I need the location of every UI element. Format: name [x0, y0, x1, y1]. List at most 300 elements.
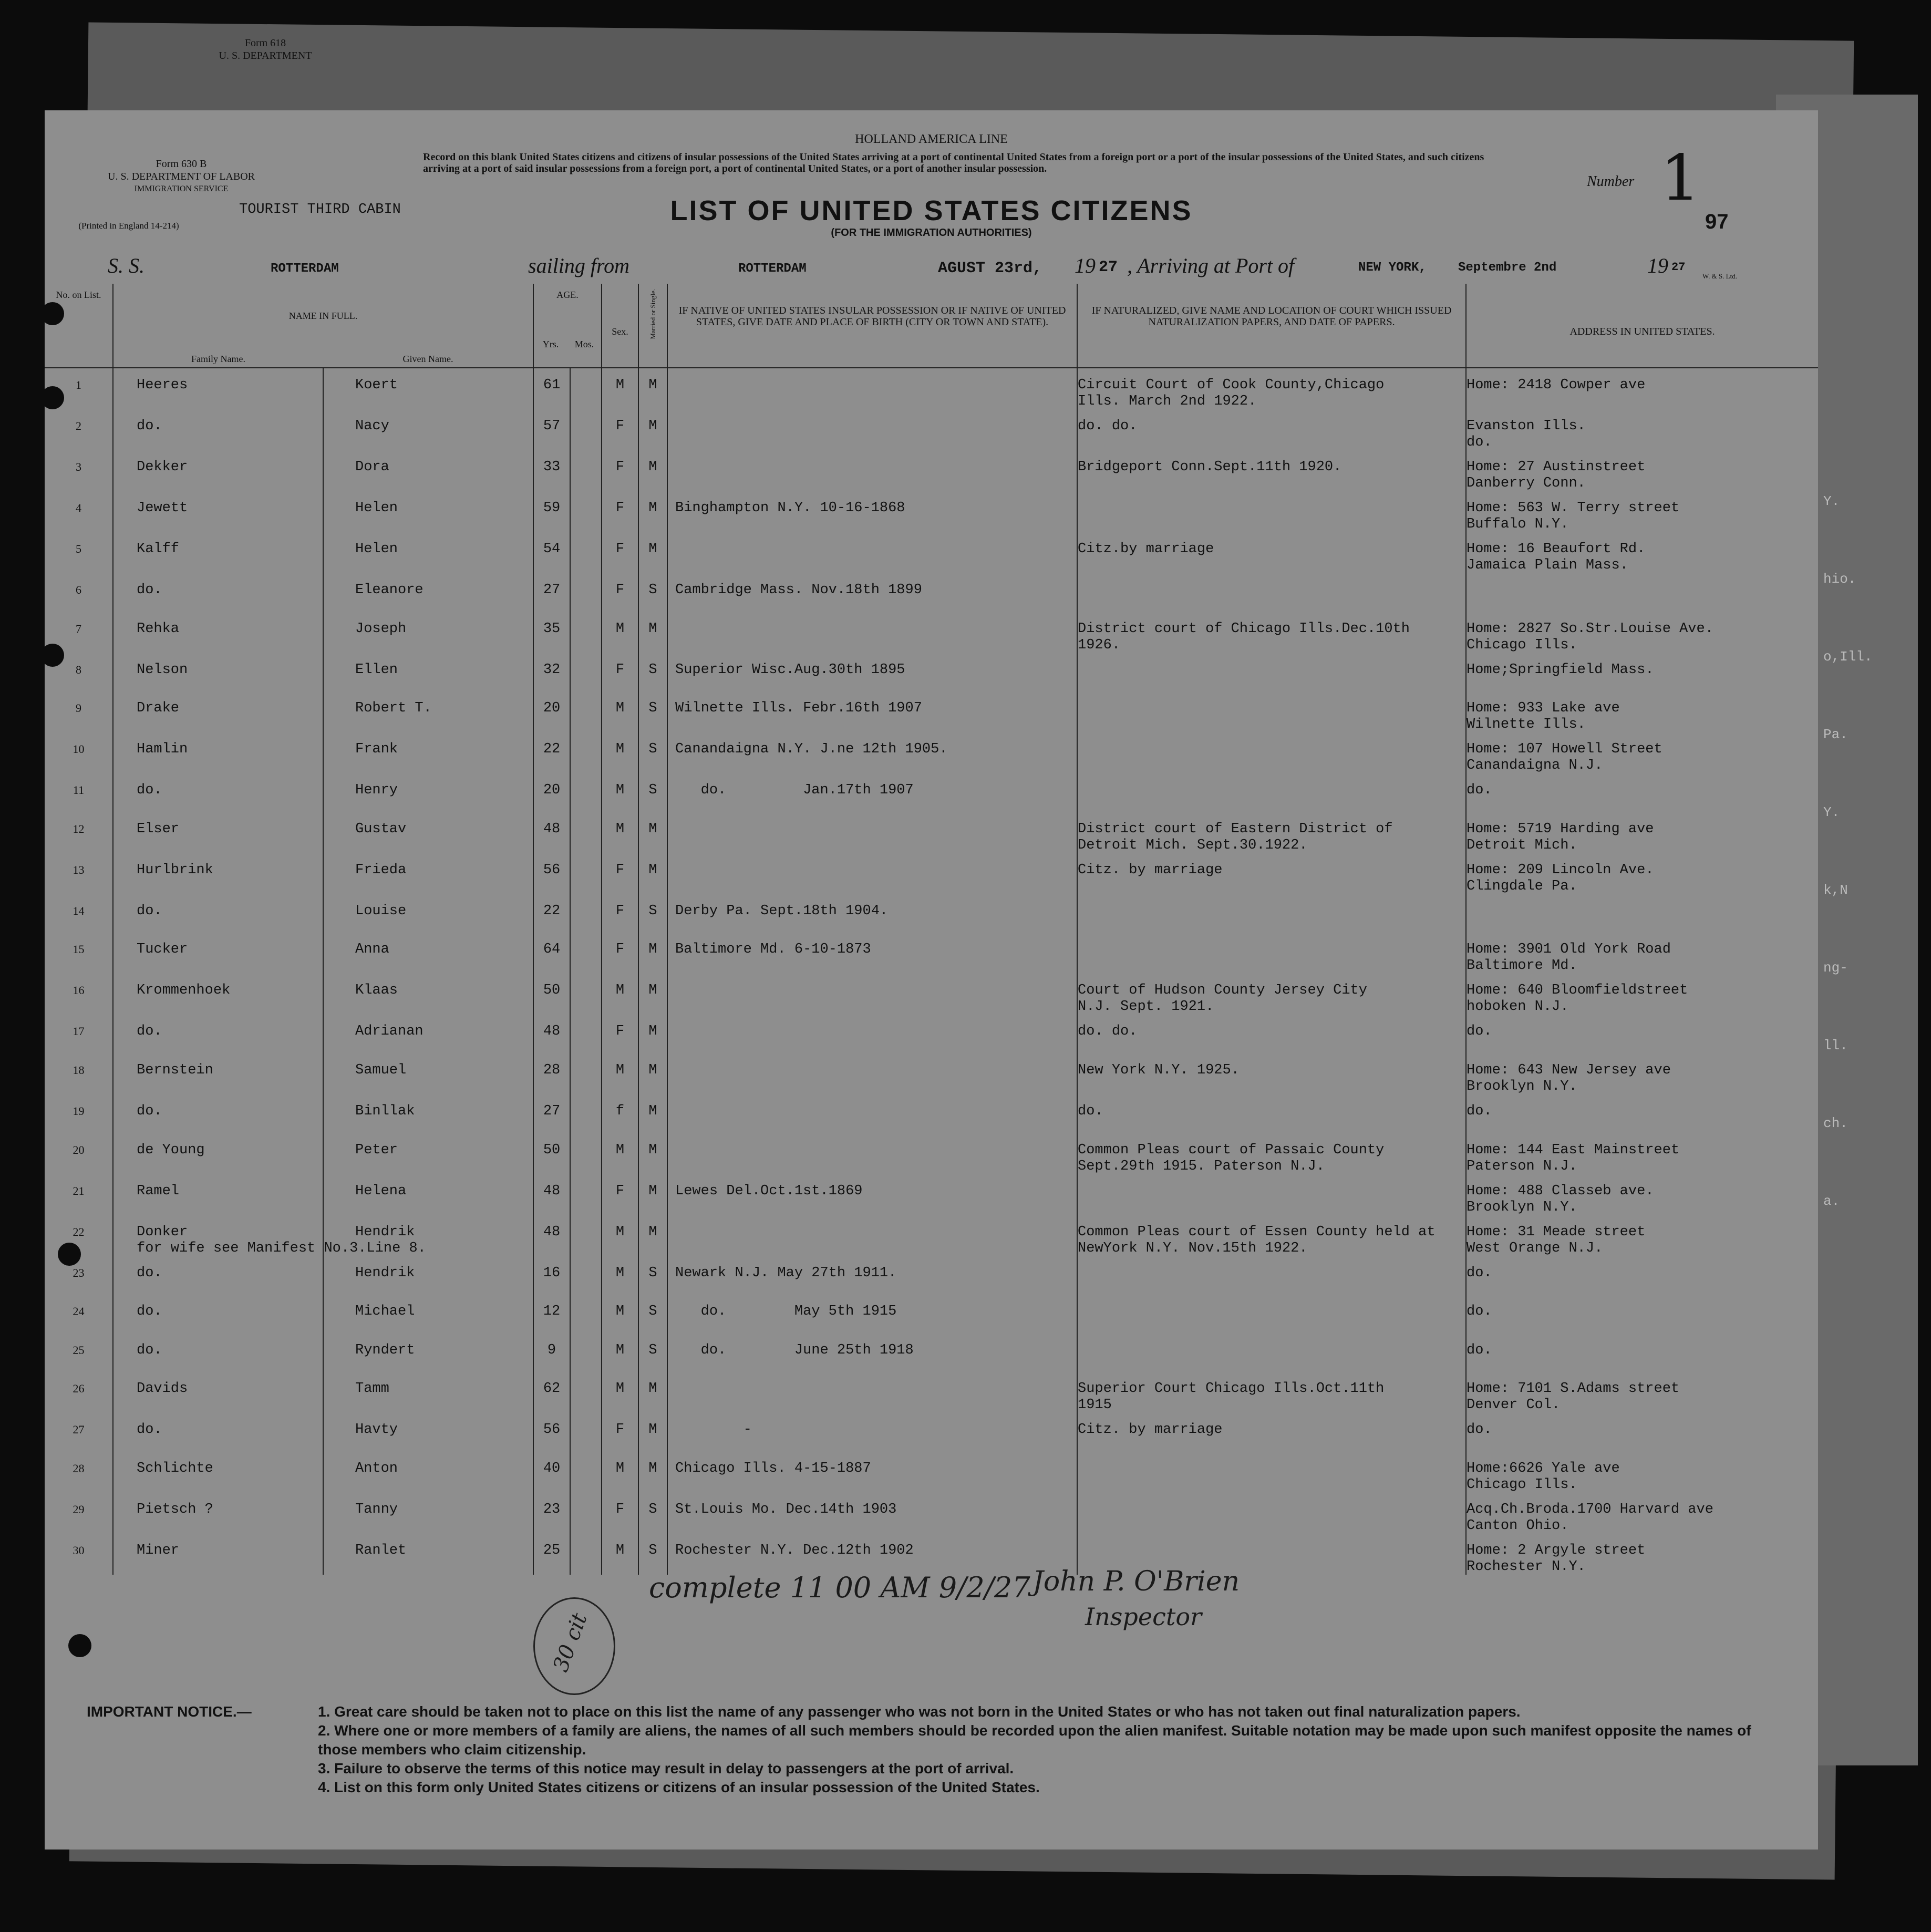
- age-years: 50: [533, 974, 570, 1015]
- sex: F: [602, 532, 638, 573]
- age-months: [570, 1094, 602, 1133]
- age-months: [570, 1334, 602, 1372]
- marital-status: M: [638, 1452, 667, 1493]
- punch-hole: [58, 1243, 81, 1266]
- printer-mark: W. & S. Ltd.: [1702, 272, 1737, 280]
- age-months: [570, 1174, 602, 1215]
- birth-place-date: [667, 368, 1077, 409]
- age-years: 22: [533, 894, 570, 933]
- us-address: Home: 16 Beaufort Rd. Jamaica Plain Mass.: [1466, 532, 1818, 573]
- naturalization: Bridgeport Conn.Sept.11th 1920.: [1077, 450, 1466, 491]
- row-number: 6: [76, 583, 81, 596]
- row-number: 23: [73, 1266, 85, 1279]
- given-name: Joseph: [323, 612, 533, 653]
- us-address: Home:6626 Yale ave Chicago Ills.: [1466, 1452, 1818, 1493]
- table-row: [45, 1094, 1818, 1133]
- marital-status: S: [638, 732, 667, 773]
- number-label: Number: [1587, 173, 1635, 190]
- sex: F: [602, 573, 638, 612]
- birth-place-date: Rochester N.Y. Dec.12th 1902: [667, 1534, 1077, 1575]
- row-number: 4: [76, 501, 81, 514]
- ss-label: S. S.: [108, 254, 144, 277]
- us-address: Home: 107 Howell Street Canandaigna N.J.: [1466, 732, 1818, 773]
- family-name: Kalff: [113, 532, 323, 573]
- us-address: do.: [1466, 773, 1818, 812]
- given-name: Peter: [323, 1133, 533, 1174]
- number-value: 1: [1660, 142, 1701, 215]
- table-row: [45, 409, 1818, 450]
- row-number: 19: [73, 1104, 85, 1118]
- age-months: [570, 1256, 602, 1295]
- circle-stamp: 30 cit: [533, 1597, 615, 1695]
- us-address: Home: 563 W. Terry street Buffalo N.Y.: [1466, 491, 1818, 532]
- margin-note: hio.: [1823, 571, 1856, 587]
- sex: M: [602, 1053, 638, 1094]
- col-no: No. on List.: [45, 284, 113, 368]
- naturalization: [1077, 773, 1466, 812]
- family-name: de Young: [113, 1133, 323, 1174]
- given-name: Eleanore: [323, 573, 533, 612]
- departure-year: 27: [1099, 259, 1118, 276]
- row-number: 26: [73, 1382, 85, 1396]
- table-row: [45, 1534, 1818, 1575]
- birth-place-date: [667, 532, 1077, 573]
- row-number: 15: [73, 943, 85, 956]
- age-months: [570, 933, 602, 974]
- us-address: Home: 643 New Jersey ave Brooklyn N.Y.: [1466, 1053, 1818, 1094]
- margin-note: Y.: [1823, 804, 1840, 820]
- naturalization: [1077, 653, 1466, 692]
- marital-status: M: [638, 1174, 667, 1215]
- marital-status: M: [638, 1133, 667, 1174]
- voyage-line: [45, 253, 1818, 280]
- margin-note: ch.: [1823, 1115, 1848, 1131]
- family-name: Donker for wife see Manifest No.3.Line 8.: [113, 1215, 323, 1256]
- row-number: 9: [76, 701, 81, 715]
- given-name: Adrianan: [323, 1015, 533, 1053]
- marital-status: M: [638, 1413, 667, 1452]
- naturalization: [1077, 491, 1466, 532]
- age-months: [570, 532, 602, 573]
- naturalization: [1077, 894, 1466, 933]
- family-name: do.: [113, 773, 323, 812]
- notice-item-1: 1. Great care should be taken not to place on this list the name of any passenger who was not born in the United States or who has not taken out final naturalization papers.: [318, 1703, 1521, 1720]
- table-row: [45, 1493, 1818, 1534]
- naturalization: Superior Court Chicago Ills.Oct.11th 1915: [1077, 1372, 1466, 1413]
- naturalization: [1077, 1295, 1466, 1334]
- family-name: Heeres: [113, 368, 323, 409]
- row-number: 7: [76, 622, 81, 635]
- age-years: 56: [533, 1413, 570, 1452]
- birth-place-date: [667, 1053, 1077, 1094]
- page-title: LIST OF UNITED STATES CITIZENS: [670, 195, 1193, 226]
- us-address: do.: [1466, 1094, 1818, 1133]
- age-years: 9: [533, 1334, 570, 1372]
- family-name: Bernstein: [113, 1053, 323, 1094]
- row-number: 17: [73, 1025, 85, 1038]
- marital-status: S: [638, 1534, 667, 1575]
- table-row: [45, 894, 1818, 933]
- naturalization: [1077, 1334, 1466, 1372]
- departure-date: AGUST 23rd,: [938, 260, 1042, 277]
- naturalization: New York N.Y. 1925.: [1077, 1053, 1466, 1094]
- sex: F: [602, 933, 638, 974]
- given-name: Binllak: [323, 1094, 533, 1133]
- marital-status: M: [638, 812, 667, 853]
- sex: M: [602, 974, 638, 1015]
- age-years: 48: [533, 1215, 570, 1256]
- family-name: Rehka: [113, 612, 323, 653]
- marital-status: S: [638, 1334, 667, 1372]
- marital-status: M: [638, 1215, 667, 1256]
- sex: M: [602, 1334, 638, 1372]
- birth-place-date: [667, 853, 1077, 894]
- margin-note: a.: [1823, 1193, 1840, 1209]
- table-row: [45, 1256, 1818, 1295]
- birth-place-date: Newark N.J. May 27th 1911.: [667, 1256, 1077, 1295]
- age-months: [570, 1493, 602, 1534]
- table-row: [45, 450, 1818, 491]
- age-months: [570, 1053, 602, 1094]
- age-years: 48: [533, 812, 570, 853]
- family-name: Miner: [113, 1534, 323, 1575]
- given-name: Ryndert: [323, 1334, 533, 1372]
- age-years: 32: [533, 653, 570, 692]
- marital-status: S: [638, 573, 667, 612]
- given-name: Michael: [323, 1295, 533, 1334]
- row-number: 8: [76, 663, 81, 676]
- row-number: 5: [76, 542, 81, 555]
- marital-status: S: [638, 894, 667, 933]
- marital-status: M: [638, 532, 667, 573]
- marital-status: M: [638, 491, 667, 532]
- table-row: [45, 1174, 1818, 1215]
- arrival-year: 27: [1671, 261, 1686, 274]
- table-row: [45, 368, 1818, 409]
- given-name: Anton: [323, 1452, 533, 1493]
- sailing-label: sailing from: [528, 254, 629, 277]
- sex: M: [602, 1295, 638, 1334]
- row-number: 11: [73, 783, 85, 797]
- birth-place-date: do. June 25th 1918: [667, 1334, 1077, 1372]
- sex: F: [602, 1413, 638, 1452]
- punch-hole: [41, 386, 64, 409]
- naturalization: Citz. by marriage: [1077, 1413, 1466, 1452]
- birth-place-date: do. Jan.17th 1907: [667, 773, 1077, 812]
- table-row: [45, 1452, 1818, 1493]
- sex: F: [602, 450, 638, 491]
- cabin-class: TOURIST THIRD CABIN: [239, 202, 401, 218]
- sex: f: [602, 1094, 638, 1133]
- birth-place-date: Canandaigna N.Y. J.ne 12th 1905.: [667, 732, 1077, 773]
- ship-name: ROTTERDAM: [271, 262, 339, 276]
- given-name: Louise: [323, 894, 533, 933]
- naturalization: Citz.by marriage: [1077, 532, 1466, 573]
- row-number: 24: [73, 1305, 85, 1318]
- us-address: do.: [1466, 1015, 1818, 1053]
- sex: F: [602, 653, 638, 692]
- birth-place-date: [667, 1215, 1077, 1256]
- age-years: 27: [533, 1094, 570, 1133]
- family-name: Pietsch ?: [113, 1493, 323, 1534]
- family-name: Drake: [113, 691, 323, 732]
- age-years: 22: [533, 732, 570, 773]
- col-name: NAME IN FULL. Family Name. Given Name.: [113, 284, 533, 368]
- age-years: 35: [533, 612, 570, 653]
- family-name: do.: [113, 1413, 323, 1452]
- naturalization: [1077, 1174, 1466, 1215]
- row-number: 27: [73, 1423, 85, 1437]
- record-instructions: Record on this blank United States citizens and citizens of insular possessions of the United States arriving at a port of continental United States from a foreign port or a port of the insular possessions of the United States, and such citizens arriving at a port of said insular possessions from a foreign port, a port of continental United States, or a port of another insular possession.: [423, 151, 1484, 174]
- naturalization: do. do.: [1077, 1015, 1466, 1053]
- age-years: 59: [533, 491, 570, 532]
- table-row: [45, 933, 1818, 974]
- birth-place-date: -: [667, 1413, 1077, 1452]
- given-name: Dora: [323, 450, 533, 491]
- year-prefix-2: 19: [1647, 254, 1668, 277]
- given-name: Anna: [323, 933, 533, 974]
- us-address: do.: [1466, 1295, 1818, 1334]
- marital-status: S: [638, 1493, 667, 1534]
- age-months: [570, 812, 602, 853]
- row-number: 12: [73, 822, 85, 835]
- age-months: [570, 732, 602, 773]
- arriving-label: , Arriving at Port of: [1127, 254, 1295, 277]
- us-address: Home: 640 Bloomfieldstreet hoboken N.J.: [1466, 974, 1818, 1015]
- row-number: 3: [76, 460, 81, 473]
- us-address: Home;Springfield Mass.: [1466, 653, 1818, 692]
- year-prefix-1: 19: [1075, 254, 1096, 277]
- marital-status: M: [638, 368, 667, 409]
- family-name: do.: [113, 573, 323, 612]
- us-address: Home: 2827 So.Str.Louise Ave. Chicago Ills.: [1466, 612, 1818, 653]
- margin-note: o,Ill.: [1823, 649, 1873, 665]
- birth-place-date: Superior Wisc.Aug.30th 1895: [667, 653, 1077, 692]
- completion-note: complete 11 00 AM 9/2/27: [649, 1571, 1030, 1604]
- naturalization: [1077, 1256, 1466, 1295]
- age-months: [570, 1452, 602, 1493]
- birth-place-date: Binghampton N.Y. 10-16-1868: [667, 491, 1077, 532]
- naturalization: [1077, 1452, 1466, 1493]
- marital-status: M: [638, 1053, 667, 1094]
- naturalization: [1077, 933, 1466, 974]
- row-number: 13: [73, 863, 85, 876]
- given-name: Frieda: [323, 853, 533, 894]
- naturalization: [1077, 732, 1466, 773]
- table-row: [45, 532, 1818, 573]
- birth-place-date: do. May 5th 1915: [667, 1295, 1077, 1334]
- sex: F: [602, 1174, 638, 1215]
- birth-place-date: Derby Pa. Sept.18th 1904.: [667, 894, 1077, 933]
- birth-place-date: [667, 1094, 1077, 1133]
- marital-status: M: [638, 612, 667, 653]
- marital-status: M: [638, 409, 667, 450]
- age-months: [570, 773, 602, 812]
- us-address: Home: 7101 S.Adams street Denver Col.: [1466, 1372, 1818, 1413]
- inspector-signature: John P. O'Brien: [1032, 1566, 1240, 1597]
- age-years: 25: [533, 1534, 570, 1575]
- us-address: do.: [1466, 1256, 1818, 1295]
- table-row: [45, 1215, 1818, 1256]
- margin-note: ll.: [1823, 1038, 1848, 1053]
- arrival-port: NEW YORK,: [1358, 261, 1427, 275]
- table-row: [45, 732, 1818, 773]
- given-name: Tanny: [323, 1493, 533, 1534]
- marital-status: M: [638, 1015, 667, 1053]
- us-address: [1466, 894, 1818, 933]
- sex: M: [602, 368, 638, 409]
- given-name: Helena: [323, 1174, 533, 1215]
- punch-hole: [41, 302, 64, 325]
- notice-label: IMPORTANT NOTICE.—: [87, 1703, 252, 1720]
- birth-place-date: [667, 612, 1077, 653]
- given-name: Frank: [323, 732, 533, 773]
- margin-note: ng-: [1823, 960, 1848, 976]
- sex: F: [602, 894, 638, 933]
- given-name: Koert: [323, 368, 533, 409]
- family-name: Jewett: [113, 491, 323, 532]
- naturalization: [1077, 573, 1466, 612]
- naturalization: do. do.: [1077, 409, 1466, 450]
- marital-status: S: [638, 773, 667, 812]
- inspector-title: Inspector: [1085, 1603, 1202, 1631]
- age-years: 48: [533, 1174, 570, 1215]
- notice-item-4: 4. List on this form only United States citizens or citizens of an insular possession of the United States.: [318, 1779, 1040, 1795]
- col-birth: IF NATIVE OF UNITED STATES INSULAR POSSESSION OR IF NATIVE OF UNITED STATES, GIVE DATE AND PLACE OF BIRTH (CITY OR TOWN AND STATE).: [667, 284, 1077, 368]
- family-name: Tucker: [113, 933, 323, 974]
- table-row: [45, 1334, 1818, 1372]
- row-number: 21: [73, 1184, 85, 1197]
- age-months: [570, 653, 602, 692]
- printed-note: (Printed in England 14-214): [78, 221, 179, 231]
- age-years: 33: [533, 450, 570, 491]
- family-name: do.: [113, 409, 323, 450]
- sex: F: [602, 491, 638, 532]
- family-name: Hurlbrink: [113, 853, 323, 894]
- sex: F: [602, 409, 638, 450]
- naturalization: District court of Eastern District of Detroit Mich. Sept.30.1922.: [1077, 812, 1466, 853]
- form-number-block: [81, 158, 281, 195]
- birth-place-date: [667, 812, 1077, 853]
- age-months: [570, 1413, 602, 1452]
- row-number: 29: [73, 1502, 85, 1516]
- table-row: [45, 1413, 1818, 1452]
- age-months: [570, 491, 602, 532]
- col-family: Family Name.: [191, 354, 245, 364]
- table-row: [45, 491, 1818, 532]
- row-number: 30: [73, 1543, 85, 1557]
- marital-status: M: [638, 1094, 667, 1133]
- table-row: [45, 1015, 1818, 1053]
- birth-place-date: Wilnette Ills. Febr.16th 1907: [667, 691, 1077, 732]
- col-married: Married or Single.: [638, 284, 667, 368]
- us-address: Home: 5719 Harding ave Detroit Mich.: [1466, 812, 1818, 853]
- marital-status: S: [638, 1256, 667, 1295]
- given-name: Gustav: [323, 812, 533, 853]
- given-name: Helen: [323, 491, 533, 532]
- birth-place-date: Lewes Del.Oct.1st.1869: [667, 1174, 1077, 1215]
- family-name: do.: [113, 1015, 323, 1053]
- margin-note: k,N: [1823, 882, 1848, 898]
- birth-place-date: [667, 1372, 1077, 1413]
- row-number: 2: [76, 419, 81, 432]
- row-number: 28: [73, 1461, 85, 1475]
- birth-place-date: [667, 1133, 1077, 1174]
- us-address: Home: 144 East Mainstreet Paterson N.J.: [1466, 1133, 1818, 1174]
- us-address: Home: 3901 Old York Road Baltimore Md.: [1466, 933, 1818, 974]
- form-number: Form 630 B: [156, 158, 207, 170]
- family-name: Hamlin: [113, 732, 323, 773]
- col-address: ADDRESS IN UNITED STATES.: [1466, 284, 1818, 368]
- table-row: [45, 1372, 1818, 1413]
- age-years: 61: [533, 368, 570, 409]
- naturalization: Circuit Court of Cook County,Chicago Ills. March 2nd 1922.: [1077, 368, 1466, 409]
- marital-status: M: [638, 933, 667, 974]
- naturalization: [1077, 1493, 1466, 1534]
- naturalization: Citz. by marriage: [1077, 853, 1466, 894]
- margin-note: Pa.: [1823, 727, 1848, 742]
- birth-place-date: [667, 409, 1077, 450]
- us-address: Home: 2418 Cowper ave: [1466, 368, 1818, 409]
- page-number: 97: [1705, 210, 1729, 233]
- us-address: Home: 488 Classeb ave. Brooklyn N.Y.: [1466, 1174, 1818, 1215]
- family-name: Elser: [113, 812, 323, 853]
- age-months: [570, 1015, 602, 1053]
- age-months: [570, 612, 602, 653]
- table-row: [45, 573, 1818, 612]
- age-months: [570, 368, 602, 409]
- given-name: Henry: [323, 773, 533, 812]
- age-months: [570, 853, 602, 894]
- age-years: 57: [533, 409, 570, 450]
- us-address: Acq.Ch.Broda.1700 Harvard ave Canton Ohio.: [1466, 1493, 1818, 1534]
- age-years: 20: [533, 691, 570, 732]
- col-age: AGE. Yrs. Mos.: [533, 284, 602, 368]
- us-address: Home: 933 Lake ave Wilnette Ills.: [1466, 691, 1818, 732]
- manifest-sheet: [45, 37, 1818, 1850]
- family-name: do.: [113, 1295, 323, 1334]
- given-name: Samuel: [323, 1053, 533, 1094]
- table-row: [45, 853, 1818, 894]
- service: IMMIGRATION SERVICE: [134, 184, 229, 193]
- given-name: Ellen: [323, 653, 533, 692]
- row-number: 1: [76, 378, 81, 391]
- age-years: 28: [533, 1053, 570, 1094]
- marital-status: M: [638, 853, 667, 894]
- marital-status: S: [638, 691, 667, 732]
- top-stamp: Form 618 U. S. DEPARTMENT: [219, 37, 312, 61]
- us-address: [1466, 573, 1818, 612]
- age-years: 27: [533, 573, 570, 612]
- age-months: [570, 894, 602, 933]
- given-name: Nacy: [323, 409, 533, 450]
- table-row: [45, 1133, 1818, 1174]
- birth-place-date: [667, 450, 1077, 491]
- naturalization: Court of Hudson County Jersey City N.J. Sept. 1921.: [1077, 974, 1466, 1015]
- table-row: [45, 1053, 1818, 1094]
- age-months: [570, 450, 602, 491]
- departure-port: ROTTERDAM: [738, 262, 807, 276]
- notice-item-2: 2. Where one or more members of a family are aliens, the names of all such members should be recorded upon the alien manifest. Suitable notation may be made upon such manifest opposite the names of those members who claim citizenship.: [318, 1722, 1751, 1758]
- sex: M: [602, 1452, 638, 1493]
- birth-place-date: Baltimore Md. 6-10-1873: [667, 933, 1077, 974]
- family-name: do.: [113, 894, 323, 933]
- family-name: Dekker: [113, 450, 323, 491]
- row-number: 22: [73, 1225, 85, 1238]
- age-years: 54: [533, 532, 570, 573]
- row-number: 25: [73, 1343, 85, 1357]
- age-months: [570, 573, 602, 612]
